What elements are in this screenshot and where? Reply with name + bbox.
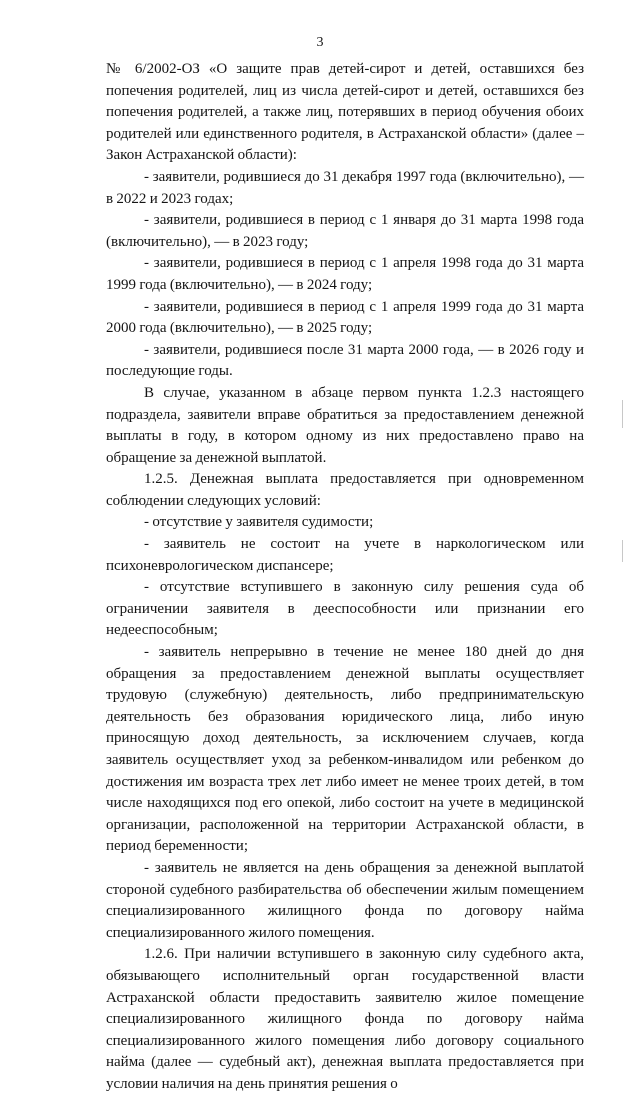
paragraph: - заявитель не состоит на учете в наркологическом или психоневрологическом диспансере; (106, 536, 584, 574)
document-body (106, 59, 584, 1096)
paragraph: № 6/2002-ОЗ «О защите прав детей-сирот и детей, оставшихся без попечения родителей, лиц из числа детей-сирот и детей, оставшихся без попечения родителей, а также лиц, потерявших в период обучения обоих родителей или единственного родителя, в Астраханской области» (далее – Закон Астраханской области): (106, 61, 584, 164)
paragraph: - заявители, родившиеся после 31 марта 2000 года, — в 2026 году и последующие годы. (106, 341, 584, 380)
paragraph: 1.2.6. При наличии вступившего в законную силу судебного акта, обязывающего исполнительный орган государственной власти Астраханской области предоставить заявителю жилое помещение специализированного жилищного фонда по договору найма специализированного жилого помещения либо договору социального найма (далее — судебный акт), денежная выплата предоставляется при условии наличия на день принятия решения о (106, 946, 584, 1092)
paragraph: - заявители, родившиеся в период с 1 апреля 1999 года до 31 марта 2000 года (включительно), — в 2025 году; (106, 298, 584, 337)
paragraph: 1.2.5. Денежная выплата предоставляется при одновременном соблюдении следующих условий: (106, 471, 584, 509)
paragraph: - заявитель непрерывно в течение не менее 180 дней до дня обращения за предоставлением денежной выплаты осуществляет трудовую (служебную) деятельность, либо предпринимательскую деятельность без образования юридического лица, либо иную приносящую доход деятельность, за исключением случаев, когда заявитель осуществляет уход за ребенком-инвалидом или ребенком до достижения им возраста трех лет либо имеет не менее троих детей, в том числе находящихся под его опекой, либо состоит на учете в медицинской организации, расположенной на территории Астраханской области, в период беременности; (106, 644, 584, 855)
scan-artifact (622, 400, 623, 428)
paragraph: - заявители, родившиеся в период с 1 января до 31 марта 1998 года (включительно), — в 2023 году; (106, 212, 584, 250)
paragraph: - отсутствие вступившего в законную силу решения суда об ограничении заявителя в дееспособности или признании его недееспособным; (106, 579, 584, 639)
paragraph: - заявители, родившиеся в период с 1 апреля 1998 года до 31 марта 1999 года (включительно), — в 2024 году; (106, 255, 584, 293)
page-number: 3 (316, 35, 324, 50)
paragraph: - заявители, родившиеся до 31 декабря 1997 года (включительно), — в 2022 и 2023 годах; (106, 168, 584, 207)
paragraph: В случае, указанном в абзаце первом пункта 1.2.3 настоящего подраздела, заявители вправе обратиться за предоставлением денежной выплаты в году, в котором одному из них предоставлено право на обращение за денежной выплатой. (106, 384, 584, 466)
paragraph: - заявитель не является на день обращения за денежной выплатой стороной судебного разбирательства об обеспечении жилым помещением специализированного жилищного фонда по договору найма специализированного жилого помещения. (106, 859, 584, 941)
paragraph: - отсутствие у заявителя судимости; (144, 514, 374, 531)
scan-artifact (622, 540, 623, 562)
